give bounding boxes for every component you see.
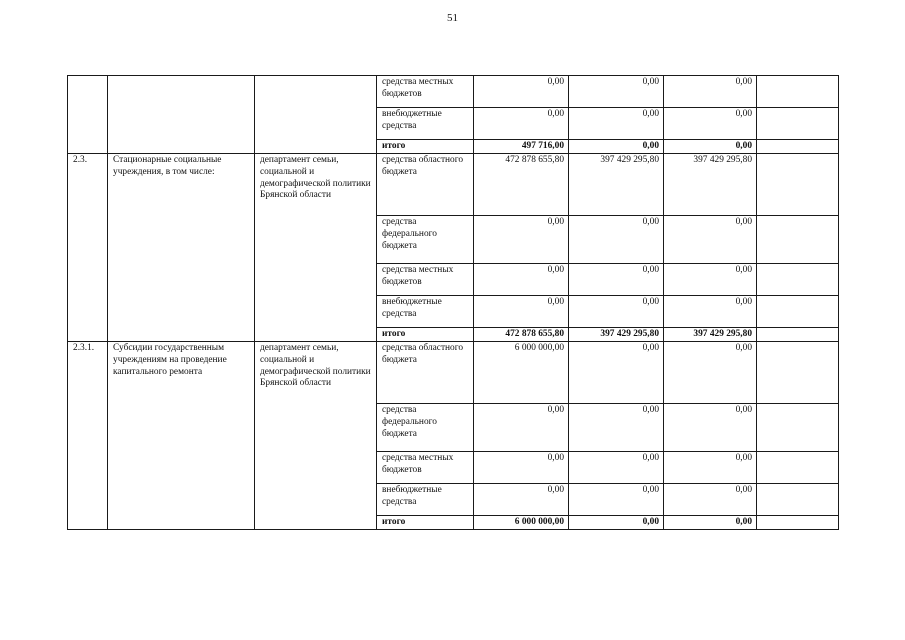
value-cell: 397 429 295,80 bbox=[569, 154, 664, 216]
source-cell: средства областного бюджета bbox=[377, 342, 474, 404]
value-cell: 0,00 bbox=[569, 216, 664, 264]
source-cell: внебюджетные средства bbox=[377, 484, 474, 516]
empty-cell bbox=[757, 452, 839, 484]
page-number: 51 bbox=[447, 12, 458, 24]
item-number-cell: 2.3. bbox=[68, 154, 108, 342]
value-cell: 0,00 bbox=[664, 452, 757, 484]
value-cell: 0,00 bbox=[664, 76, 757, 108]
source-cell: средства местных бюджетов bbox=[377, 452, 474, 484]
value-cell: 0,00 bbox=[569, 76, 664, 108]
value-cell: 0,00 bbox=[569, 264, 664, 296]
value-cell: 0,00 bbox=[664, 342, 757, 404]
empty-cell bbox=[757, 76, 839, 108]
empty-cell bbox=[757, 516, 839, 530]
source-cell: средства областного бюджета bbox=[377, 154, 474, 216]
value-cell: 0,00 bbox=[474, 452, 569, 484]
item-number-cell: 2.3.1. bbox=[68, 342, 108, 530]
value-cell: 397 429 295,80 bbox=[664, 328, 757, 342]
value-cell: 0,00 bbox=[474, 76, 569, 108]
executor-cell: департамент семьи, социальной и демографической политики Брянской области bbox=[255, 342, 377, 530]
source-cell: итого bbox=[377, 516, 474, 530]
executor-cell: департамент семьи, социальной и демографической политики Брянской области bbox=[255, 154, 377, 342]
executor-cell bbox=[255, 76, 377, 154]
value-cell: 0,00 bbox=[569, 342, 664, 404]
empty-cell bbox=[757, 216, 839, 264]
value-cell: 0,00 bbox=[664, 264, 757, 296]
value-cell: 0,00 bbox=[474, 404, 569, 452]
source-cell: итого bbox=[377, 328, 474, 342]
budget-table bbox=[67, 75, 839, 530]
value-cell: 0,00 bbox=[664, 484, 757, 516]
item-name-cell bbox=[108, 76, 255, 154]
source-cell: внебюджетные средства bbox=[377, 108, 474, 140]
value-cell: 0,00 bbox=[474, 108, 569, 140]
value-cell: 0,00 bbox=[474, 264, 569, 296]
value-cell: 397 429 295,80 bbox=[664, 154, 757, 216]
empty-cell bbox=[757, 342, 839, 404]
source-cell: средства местных бюджетов bbox=[377, 76, 474, 108]
empty-cell bbox=[757, 264, 839, 296]
value-cell: 0,00 bbox=[664, 216, 757, 264]
value-cell: 472 878 655,80 bbox=[474, 154, 569, 216]
value-cell: 0,00 bbox=[569, 452, 664, 484]
source-cell: средства федерального бюджета bbox=[377, 404, 474, 452]
value-cell: 397 429 295,80 bbox=[569, 328, 664, 342]
empty-cell bbox=[757, 404, 839, 452]
value-cell: 0,00 bbox=[664, 140, 757, 154]
source-cell: средства местных бюджетов bbox=[377, 264, 474, 296]
value-cell: 0,00 bbox=[569, 404, 664, 452]
value-cell: 0,00 bbox=[664, 516, 757, 530]
source-cell: внебюджетные средства bbox=[377, 296, 474, 328]
value-cell: 497 716,00 bbox=[474, 140, 569, 154]
empty-cell bbox=[757, 328, 839, 342]
value-cell: 0,00 bbox=[474, 484, 569, 516]
source-cell: средства федерального бюджета bbox=[377, 216, 474, 264]
table-row bbox=[68, 76, 839, 108]
value-cell: 0,00 bbox=[569, 108, 664, 140]
value-cell: 0,00 bbox=[569, 484, 664, 516]
value-cell: 6 000 000,00 bbox=[474, 516, 569, 530]
value-cell: 0,00 bbox=[664, 296, 757, 328]
item-name-cell: Стационарные социальные учреждения, в том числе: bbox=[108, 154, 255, 342]
value-cell: 0,00 bbox=[569, 296, 664, 328]
item-name-cell: Субсидии государственным учреждениям на проведение капитального ремонта bbox=[108, 342, 255, 530]
value-cell: 0,00 bbox=[474, 216, 569, 264]
table-row bbox=[68, 154, 839, 216]
value-cell: 472 878 655,80 bbox=[474, 328, 569, 342]
empty-cell bbox=[757, 484, 839, 516]
value-cell: 0,00 bbox=[664, 108, 757, 140]
empty-cell bbox=[757, 108, 839, 140]
value-cell: 0,00 bbox=[474, 296, 569, 328]
item-number-cell bbox=[68, 76, 108, 154]
empty-cell bbox=[757, 140, 839, 154]
empty-cell bbox=[757, 154, 839, 216]
value-cell: 0,00 bbox=[664, 404, 757, 452]
empty-cell bbox=[757, 296, 839, 328]
table-row bbox=[68, 342, 839, 404]
value-cell: 0,00 bbox=[569, 516, 664, 530]
source-cell: итого bbox=[377, 140, 474, 154]
value-cell: 0,00 bbox=[569, 140, 664, 154]
value-cell: 6 000 000,00 bbox=[474, 342, 569, 404]
